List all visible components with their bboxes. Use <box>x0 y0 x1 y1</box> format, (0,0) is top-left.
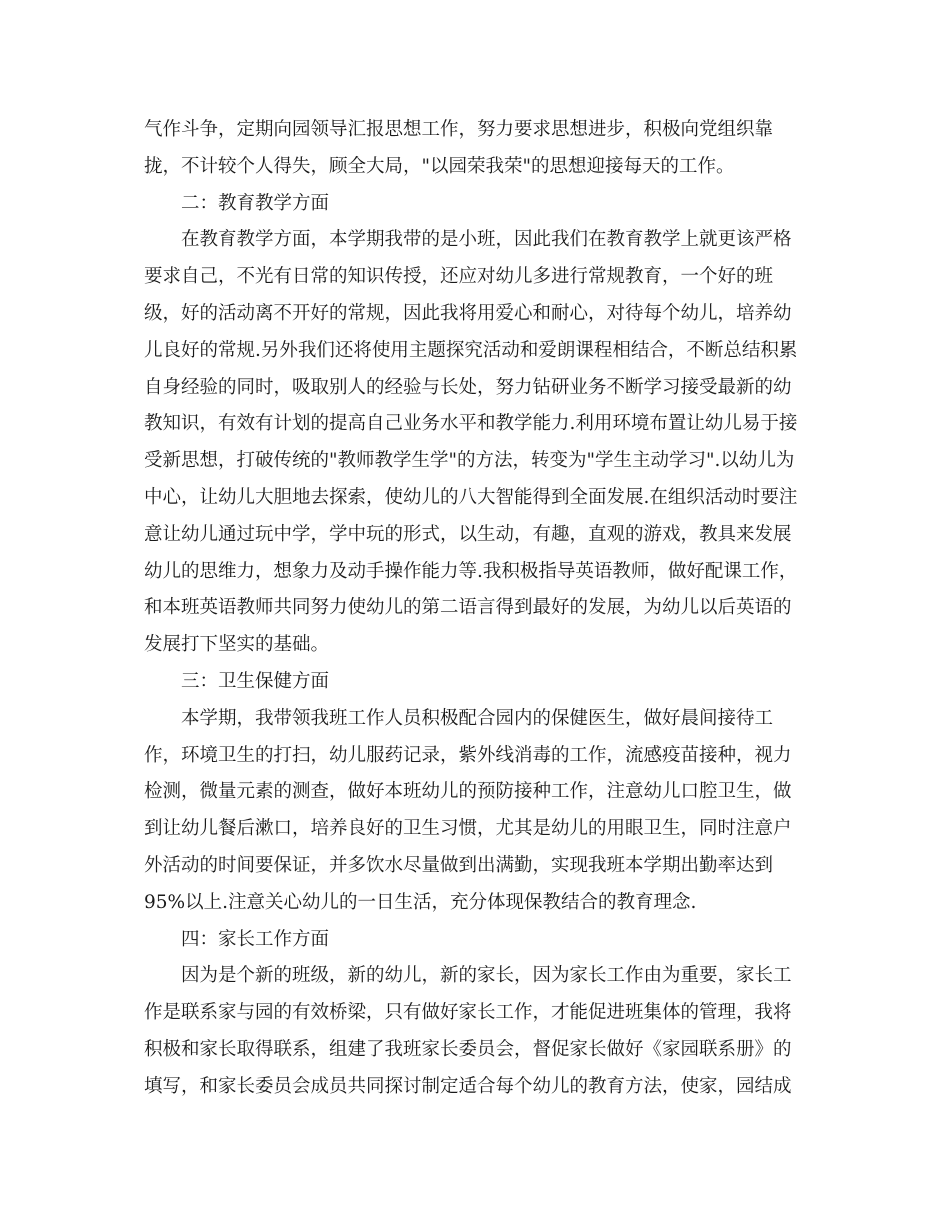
text-line: 检测，微量元素的测查，做好本班幼儿的预防接种工作，注意幼儿口腔卫生，做 <box>144 781 792 803</box>
paragraph-start-line: 因为是个新的班级，新的幼儿，新的家长，因为家长工作由为重要，家长工 <box>181 965 792 987</box>
text-line: 级，好的活动离不开好的常规，因此我将用爱心和耐心，对待每个幼儿，培养幼 <box>144 302 792 324</box>
text-line: 教知识，有效有计划的提高自己业务水平和教学能力.利用环境布置让幼儿易于接 <box>144 413 798 435</box>
text-line: 受新思想，打破传统的"教师教学生学"的方法，转变为"学生主动学习".以幼儿为 <box>144 450 795 472</box>
text-line: 拢，不计较个人得失，顾全大局，"以园荣我荣"的思想迎接每天的工作。 <box>144 155 735 177</box>
document-page <box>144 112 800 1106</box>
text-line: 填写，和家长委员会成员共同探讨制定适合每个幼儿的教育方法，使家，园结成 <box>144 1075 792 1097</box>
paragraph-start-line: 三：卫生保健方面 <box>181 670 330 692</box>
text-line: 到让幼儿餐后漱口，培养良好的卫生习惯，尤其是幼儿的用眼卫生，同时注意户 <box>144 818 792 840</box>
text-line: 儿良好的常规.另外我们还将使用主题探究活动和爱朗课程相结合，不断总结积累 <box>144 339 798 361</box>
text-line: 作，环境卫生的打扫，幼儿服药记录，紫外线消毒的工作，流感疫苗接种，视力 <box>144 744 792 766</box>
paragraph-start-line: 在教育教学方面，本学期我带的是小班，因此我们在教育教学上就更该严格 <box>181 229 792 251</box>
text-line: 外活动的时间要保证，并多饮水尽量做到出满勤，实现我班本学期出勤率达到 <box>144 854 774 876</box>
text-line: 中心，让幼儿大胆地去探索，使幼儿的八大智能得到全面发展.在组织活动时要注 <box>144 486 798 508</box>
text-line: 作是联系家与园的有效桥梁，只有做好家长工作，才能促进班集体的管理，我将 <box>144 1002 792 1024</box>
text-line: 要求自己，不光有日常的知识传授，还应对幼儿多进行常规教育，一个好的班 <box>144 266 774 288</box>
text-line: 幼儿的思维力，想象力及动手操作能力等.我积极指导英语教师，做好配课工作， <box>144 560 798 582</box>
text-line: 气作斗争，定期向园领导汇报思想工作，努力要求思想进步，积极向党组织靠 <box>144 119 774 140</box>
text-line: 和本班英语教师共同努力使幼儿的第二语言得到最好的发展，为幼儿以后英语的 <box>144 597 792 619</box>
text-line: 意让幼儿通过玩中学，学中玩的形式，以生动，有趣，直观的游戏，教具来发展 <box>144 523 792 545</box>
text-line: 积极和家长取得联系，组建了我班家长委员会，督促家长做好《家园联系册》的 <box>144 1038 792 1060</box>
paragraph-start-line: 二：教育教学方面 <box>181 192 330 214</box>
paragraph-start-line: 本学期，我带领我班工作人员积极配合园内的保健医生，做好晨间接待工 <box>181 707 774 729</box>
text-line: 发展打下坚实的基础。 <box>144 634 330 656</box>
text-line: 95%以上.注意关心幼儿的一日生活，充分体现保教结合的教育理念. <box>144 891 697 913</box>
paragraph-start-line: 四：家长工作方面 <box>181 928 330 950</box>
text-line: 自身经验的同时，吸取别人的经验与长处，努力钻研业务不断学习接受最新的幼 <box>144 376 792 398</box>
